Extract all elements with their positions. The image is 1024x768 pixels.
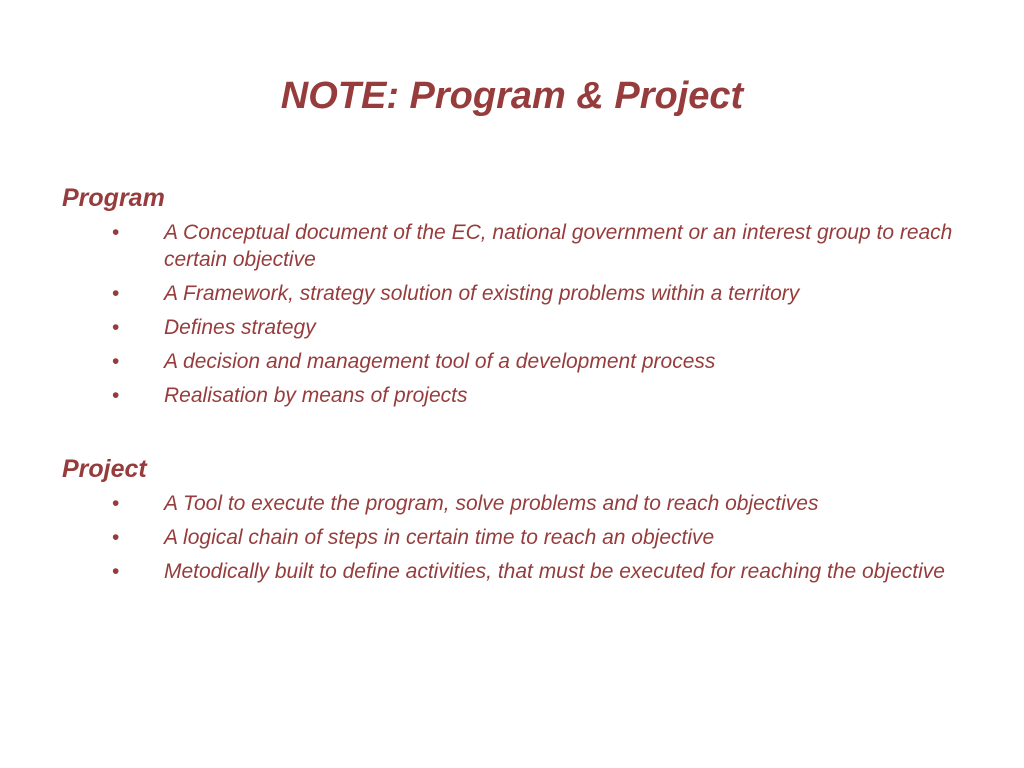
bullet-icon: • xyxy=(112,560,120,583)
bullet-icon: • xyxy=(112,350,120,373)
list-item xyxy=(62,219,972,273)
list-item xyxy=(62,348,972,375)
list-item xyxy=(62,382,972,409)
list-item-text: Defines strategy xyxy=(164,316,316,339)
list-item-text: Metodically built to define activities, that must be executed for reaching the objective xyxy=(164,560,945,583)
project-bullet-list xyxy=(62,490,972,585)
list-item xyxy=(62,558,972,585)
slide-content xyxy=(62,180,972,592)
bullet-icon: • xyxy=(112,526,120,549)
list-item-text: A Tool to execute the program, solve problems and to reach objectives xyxy=(164,492,819,515)
list-item xyxy=(62,490,972,517)
program-bullet-list xyxy=(62,219,972,409)
slide-title: NOTE: Program & Project xyxy=(280,75,744,117)
bullet-icon: • xyxy=(112,282,120,305)
list-item xyxy=(62,314,972,341)
section-heading-project: Project xyxy=(62,455,147,483)
section-heading-program: Program xyxy=(62,184,165,212)
bullet-icon: • xyxy=(112,384,120,407)
section-program xyxy=(62,180,972,409)
list-item-text: A logical chain of steps in certain time to reach an objective xyxy=(164,526,715,549)
list-item-text: Realisation by means of projects xyxy=(164,384,468,407)
list-item xyxy=(62,524,972,551)
section-project xyxy=(62,451,972,585)
bullet-icon: • xyxy=(112,221,120,244)
list-item-text: A Conceptual document of the EC, national government or an interest group to reach certain objective xyxy=(164,221,953,271)
list-item-text: A Framework, strategy solution of existing problems within a territory xyxy=(164,282,800,305)
bullet-icon: • xyxy=(112,492,120,515)
list-item-text: A decision and management tool of a development process xyxy=(164,350,716,373)
bullet-icon: • xyxy=(112,316,120,339)
list-item xyxy=(62,280,972,307)
